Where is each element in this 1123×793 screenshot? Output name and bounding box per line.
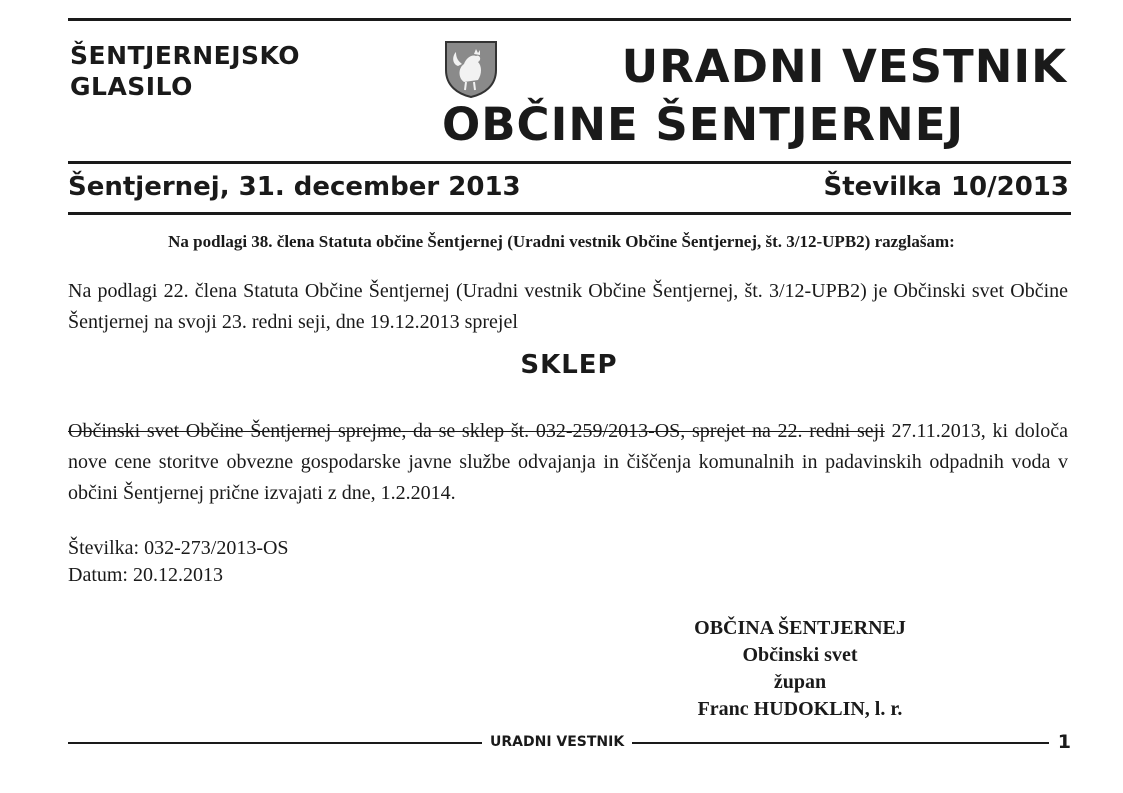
document-meta [68, 535, 289, 589]
masthead-bottom-rule [68, 161, 1071, 164]
footer-label: URADNI VESTNIK [482, 734, 632, 750]
signature-institution: OBČINA ŠENTJERNEJ [694, 617, 906, 639]
publication-subtitle-line1: ŠENTJERNEJSKO [70, 41, 300, 70]
signature-name: Franc HUDOKLIN, l. r. [697, 698, 903, 720]
document-date: Datum: 20.12.2013 [68, 564, 223, 586]
masthead-top-rule [68, 18, 1071, 21]
dateline-bottom-rule [68, 212, 1071, 215]
signature-block [640, 615, 960, 723]
issue-number: Številka 10/2013 [823, 172, 1069, 202]
signature-body: Občinski svet [742, 644, 858, 666]
resolution-body-text: 27.11.2013, ki določa nove cene storitve obvezne gospodarske javne službe odvajanja in čiščenja komunalnih in padavinskih odpadnih voda v občini Šentjernej prične izvajati z dne, 1.2.2014. [68, 420, 1068, 504]
intro-paragraph: Na podlagi 22. člena Statuta Občine Šentjernej (Uradni vestnik Občine Šentjernej, št. 3/12-UPB2) je Občinski svet Občine Šentjernej na svoji 23. redni seji, dne 19.12.2013 sprejel [68, 280, 1068, 333]
masthead-title-line2: OBČINE ŠENTJERNEJ [442, 98, 965, 151]
publication-subtitle [70, 40, 300, 102]
issue-dateline: Šentjernej, 31. december 2013 [68, 172, 521, 202]
page-number: 1 [1057, 731, 1071, 753]
signature-role: župan [773, 671, 827, 693]
publication-subtitle-line2: GLASILO [70, 72, 193, 101]
promulgation-preamble: Na podlagi 38. člena Statuta občine Šentjernej (Uradni vestnik Občine Šentjernej, št. 3/12-UPB2) razglašam: [168, 232, 955, 251]
document-number: Številka: 032-273/2013-OS [68, 537, 289, 559]
resolution-heading: SKLEP [520, 350, 618, 380]
resolution-body [68, 416, 1068, 509]
municipality-crest-icon [444, 40, 498, 98]
struck-text: Občinski svet Občine Šentjernej sprejme, da se sklep št. 032-259/2013-OS, sprejet na 22. redni seji [68, 420, 885, 442]
masthead-title-line1: URADNI VESTNIK [621, 40, 1067, 93]
